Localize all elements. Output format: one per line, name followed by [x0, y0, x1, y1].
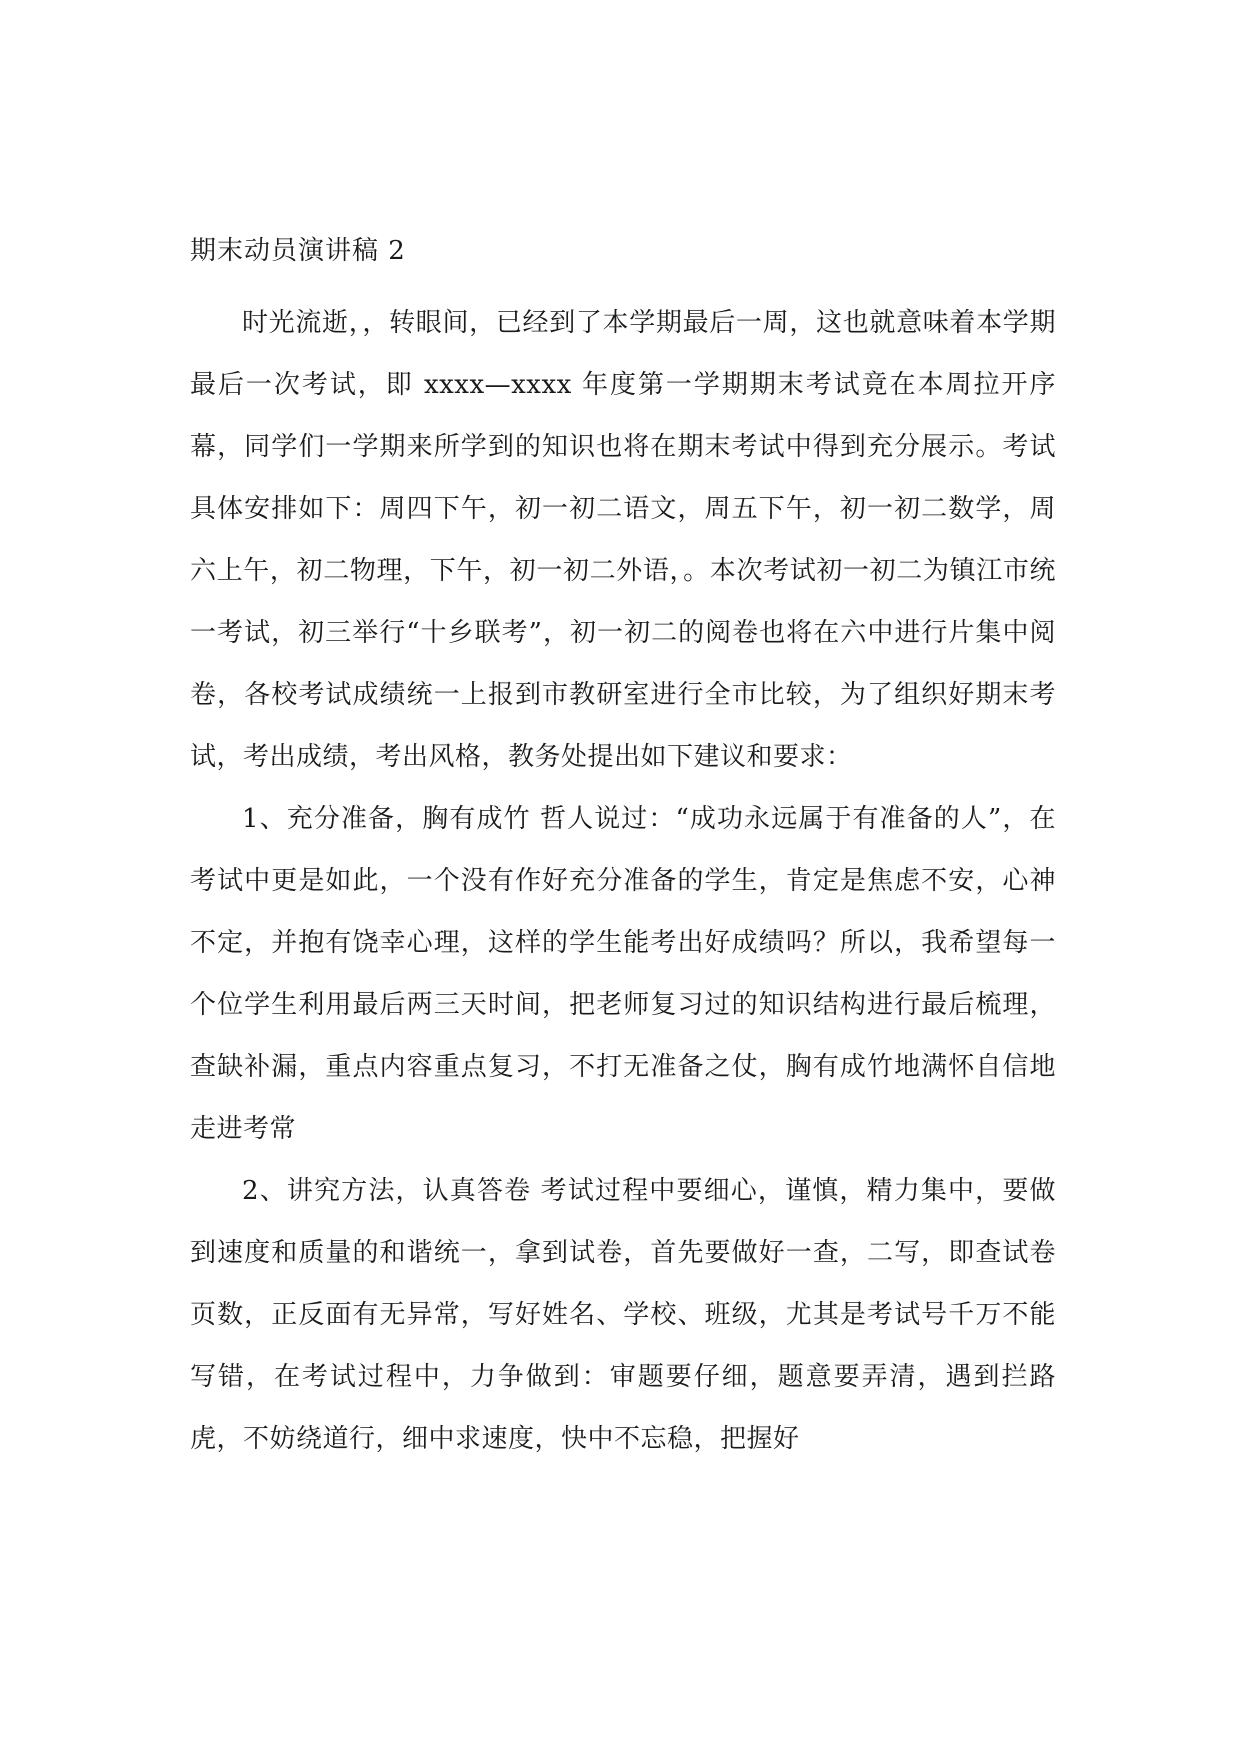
document-title: 期末动员演讲稿 2 — [190, 236, 406, 266]
paragraph-intro: 时光流逝，，转眼间，已经到了本学期最后一周，这也就意味着本学期最后一次考试，即 xxxx—xxxx 年度第一学期期末考试竟在本周拉开序幕，同学们一学期来所学到的知识也将在期末考试中得到充分展示。考试具体安排如下：周四下午，初一初二语文，周五下午，初一初二数学，周六上午，初二物理，下午，初一初二外语，。本次考试初一初二为镇江市统一考试，初三举行“十乡联考”，初一初二的阅卷也将在六中进行片集中阅卷，各校考试成绩统一上报到市教研室进行全市比较，为了组织好期末考试，考出成绩，考出风格，教务处提出如下建议和要求： — [190, 308, 1056, 772]
paragraph-point-1: 1、充分准备，胸有成竹 哲人说过：“成功永远属于有准备的人”，在考试中更是如此，一个没有作好充分准备的学生，肯定是焦虑不安，心神不定，并抱有饶幸心理，这样的学生能考出好成绩吗？所以，我希望每一个位学生利用最后两三天时间，把老师复习过的知识结构进行最后梳理，查缺补漏，重点内容重点复习，不打无准备之仗，胸有成竹地满怀自信地走进考常 — [190, 804, 1056, 1144]
document-body — [190, 224, 1056, 1470]
paragraph-point-2: 2、讲究方法，认真答卷 考试过程中要细心，谨慎，精力集中，要做到速度和质量的和谐统一，拿到试卷，首先要做好一查，二写，即查试卷页数，正反面有无异常，写好姓名、学校、班级，尤其是考试号千万不能写错，在考试过程中，力争做到：审题要仔细，题意要弄清，遇到拦路虎，不妨绕道行，细中求速度，快中不忘稳，把握好 — [190, 1176, 1056, 1454]
